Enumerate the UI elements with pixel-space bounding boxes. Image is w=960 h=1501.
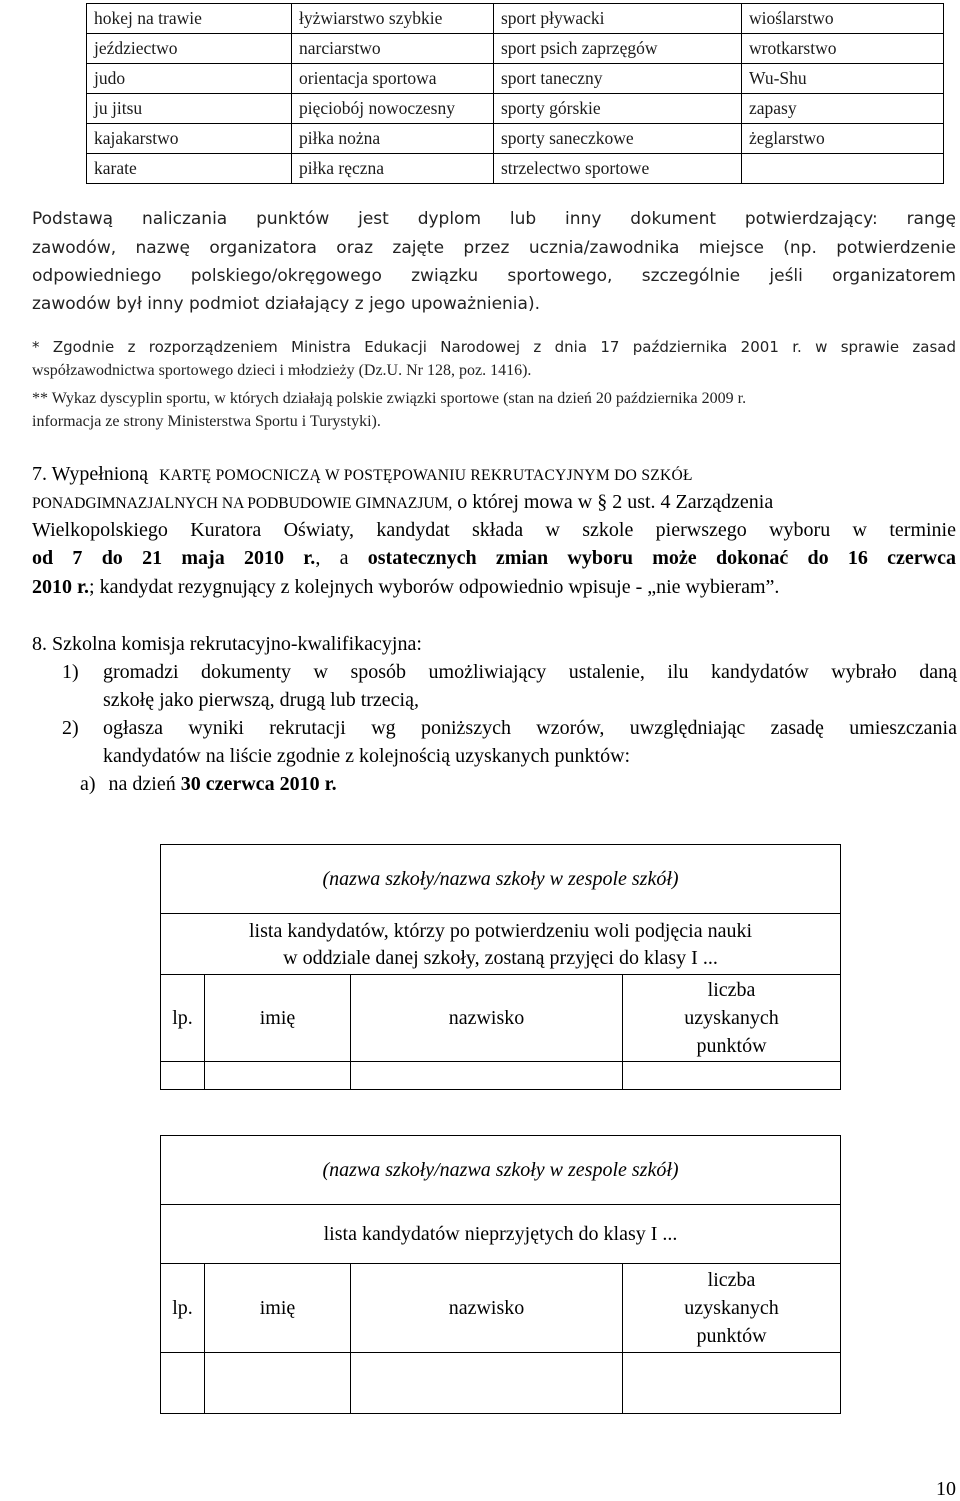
paragraph-sign-icon: § xyxy=(597,491,608,513)
sports-table-cell: piłka nożna xyxy=(292,124,494,154)
section-7-line-4 xyxy=(32,547,956,570)
box-2-title: lista kandydatów nieprzyjętych do klasy I ... xyxy=(161,1205,841,1264)
item-2-line-2: kandydatów na liście zgodnie z kolejnością uzyskanych punktów: xyxy=(103,745,631,767)
box-1-empty-cell xyxy=(623,1062,841,1090)
sub-a-number: a) xyxy=(80,773,96,795)
basis-line-1: Podstawą naliczania punktów jest dyplom lub inny dokument potwierdzający: rangę xyxy=(32,209,956,229)
section-7-line-3: Wielkopolskiego Kuratora Oświaty, kandydat składa w szkole pierwszego wyboru w terminie xyxy=(32,519,956,541)
sports-table-cell: karate xyxy=(87,154,292,184)
section-8-number: 8. xyxy=(32,633,47,655)
box-2-school-name: (nazwa szkoły/nazwa szkoły w zespole szkół) xyxy=(161,1136,841,1205)
sports-table-row xyxy=(87,4,944,34)
page-number: 10 xyxy=(936,1478,956,1500)
box-2-col-imie: imię xyxy=(205,1264,351,1353)
section-7-final-change: ostatecznych zmian wyboru może dokonać do 16 czerwca xyxy=(367,547,956,569)
sports-table-cell: kajakarstwo xyxy=(87,124,292,154)
section-7-final-date: 2010 r. xyxy=(32,576,90,598)
footnote-2-line-1: ** Wykaz dyscyplin sportu, w których działają polskie związki sportowe (stan na dzień 20 października 2009 r. xyxy=(32,390,747,407)
sports-table-cell: sport psich zaprzęgów xyxy=(494,34,742,64)
sports-table-cell: łyżwiarstwo szybkie xyxy=(292,4,494,34)
sports-table-row xyxy=(87,94,944,124)
section-8-heading: Szkolna komisja rekrutacyjno-kwalifikacyjna: xyxy=(52,633,422,655)
sports-table-cell: judo xyxy=(87,64,292,94)
box-1-col-points-3: punktów xyxy=(696,1035,767,1057)
section-7-ref: o której mowa w xyxy=(457,491,593,513)
box-2-col-nazwisko: nazwisko xyxy=(351,1264,623,1353)
sports-table-cell: jeździectwo xyxy=(87,34,292,64)
footnote-2-line-2: informacja ze strony Ministerstwa Sportu i Turystyki). xyxy=(32,413,381,430)
admitted-list-template xyxy=(160,844,841,1090)
section-7-line-5 xyxy=(32,576,779,599)
footnote-1-line-2: współzawodnictwa sportowego dzieci i młodzieży (Dz.U. Nr 128, poz. 1416). xyxy=(32,362,532,379)
sports-table xyxy=(86,3,944,184)
sports-table-row xyxy=(87,154,944,184)
section-8-title xyxy=(32,633,422,656)
sports-table-cell: Wu-Shu xyxy=(742,64,944,94)
box-2-col-points-3: punktów xyxy=(696,1325,767,1347)
section-7-ref-tail: 2 ust. 4 Zarządzenia xyxy=(612,491,774,513)
item-2-number: 2) xyxy=(62,717,79,739)
sub-a-line xyxy=(80,773,337,796)
sports-table-cell: orientacja sportowa xyxy=(292,64,494,94)
sub-a-date: 30 czerwca 2010 r. xyxy=(180,773,337,795)
sports-table-cell: sport taneczny xyxy=(494,64,742,94)
sports-table-cell: sporty saneczkowe xyxy=(494,124,742,154)
box-2-empty-cell xyxy=(205,1353,351,1414)
sports-table-row xyxy=(87,124,944,154)
section-7-resign: ; kandydat rezygnujący z kolejnych wyborów odpowiednio wpisuje - „nie wybieram”. xyxy=(89,576,780,598)
sports-table-cell: pięciobój nowoczesny xyxy=(292,94,494,124)
box-1-title-line-2: w oddziale danej szkoły, zostaną przyjęci do klasy I ... xyxy=(283,947,718,969)
footnote-1-line-1: * Zgodnie z rozporządzeniem Ministra Edukacji Narodowej z dnia 17 października 2001 r. w sprawie zasad xyxy=(32,338,956,356)
sports-table-cell: narciarstwo xyxy=(292,34,494,64)
section-7-number: 7. xyxy=(32,463,47,485)
basis-line-2: zawodów, nazwę organizatora oraz zajęte przez ucznia/zawodnika miejsce (np. potwierdzenie xyxy=(32,238,956,258)
box-2-col-points xyxy=(623,1264,841,1353)
sports-table-cell: ju jitsu xyxy=(87,94,292,124)
box-1-school-name: (nazwa szkoły/nazwa szkoły w zespole szkół) xyxy=(161,845,841,914)
sports-table-row xyxy=(87,34,944,64)
box-1-empty-cell xyxy=(351,1062,623,1090)
section-7-word: Wypełnioną xyxy=(51,463,149,485)
box-1-col-nazwisko: nazwisko xyxy=(351,975,623,1062)
box-2-col-points-2: uzyskanych xyxy=(684,1297,779,1319)
section-7-caps-2: PONADGIMNAZJALNYCH NA PODBUDOWIE GIMNAZJUM, xyxy=(32,495,453,512)
sports-table-cell: strzelectwo sportowe xyxy=(494,154,742,184)
sports-table-cell: zapasy xyxy=(742,94,944,124)
box-1-col-lp: lp. xyxy=(161,975,205,1062)
box-1-title xyxy=(161,914,841,975)
section-7-line-2 xyxy=(32,491,773,514)
box-1-empty-cell xyxy=(205,1062,351,1090)
section-7-deadline: od 7 do 21 maja 2010 r. xyxy=(32,547,316,569)
box-1-empty-cell xyxy=(161,1062,205,1090)
sports-table-cell: sporty górskie xyxy=(494,94,742,124)
sports-table-cell: wioślarstwo xyxy=(742,4,944,34)
box-1-col-points-1: liczba xyxy=(707,979,756,1001)
sports-table-cell: wrotkarstwo xyxy=(742,34,944,64)
item-2-line-1: ogłasza wyniki rekrutacji wg poniższych wzorów, uwzględniając zasadę umieszczania xyxy=(103,717,957,739)
box-1-col-points xyxy=(623,975,841,1062)
sports-table-row xyxy=(87,64,944,94)
box-2-empty-cell xyxy=(623,1353,841,1414)
box-1-title-line-1: lista kandydatów, którzy po potwierdzeniu woli podjęcia nauki xyxy=(249,920,753,942)
basis-line-4: zawodów był inny podmiot działający z jego upoważnienia). xyxy=(32,294,540,314)
sub-a-text: na dzień xyxy=(108,773,181,795)
item-1-number: 1) xyxy=(62,661,79,683)
box-2-empty-cell xyxy=(351,1353,623,1414)
section-7-line-1 xyxy=(32,463,693,486)
item-1-line-2: szkołę jako pierwszą, drugą lub trzecią, xyxy=(103,689,419,711)
sports-table-cell xyxy=(742,154,944,184)
rejected-list-template xyxy=(160,1135,841,1414)
sports-table-cell: piłka ręczna xyxy=(292,154,494,184)
box-1-col-imie: imię xyxy=(205,975,351,1062)
section-7-mid: , a xyxy=(315,547,368,569)
box-2-empty-cell xyxy=(161,1353,205,1414)
sports-table-cell: hokej na trawie xyxy=(87,4,292,34)
section-7-caps-1: KARTĘ POMOCNICZĄ W POSTĘPOWANIU REKRUTACYJNYM DO SZKÓŁ xyxy=(159,467,693,484)
item-1-line-1: gromadzi dokumenty w sposób umożliwiający ustalenie, ilu kandydatów wybrało daną xyxy=(103,661,957,683)
box-2-col-lp: lp. xyxy=(161,1264,205,1353)
basis-line-3: odpowiedniego polskiego/okręgowego związku sportowego, szczególnie jeśli organizatorem xyxy=(32,266,956,286)
sports-table-cell: żeglarstwo xyxy=(742,124,944,154)
box-2-col-points-1: liczba xyxy=(707,1269,756,1291)
sports-table-cell: sport pływacki xyxy=(494,4,742,34)
box-1-col-points-2: uzyskanych xyxy=(684,1007,779,1029)
